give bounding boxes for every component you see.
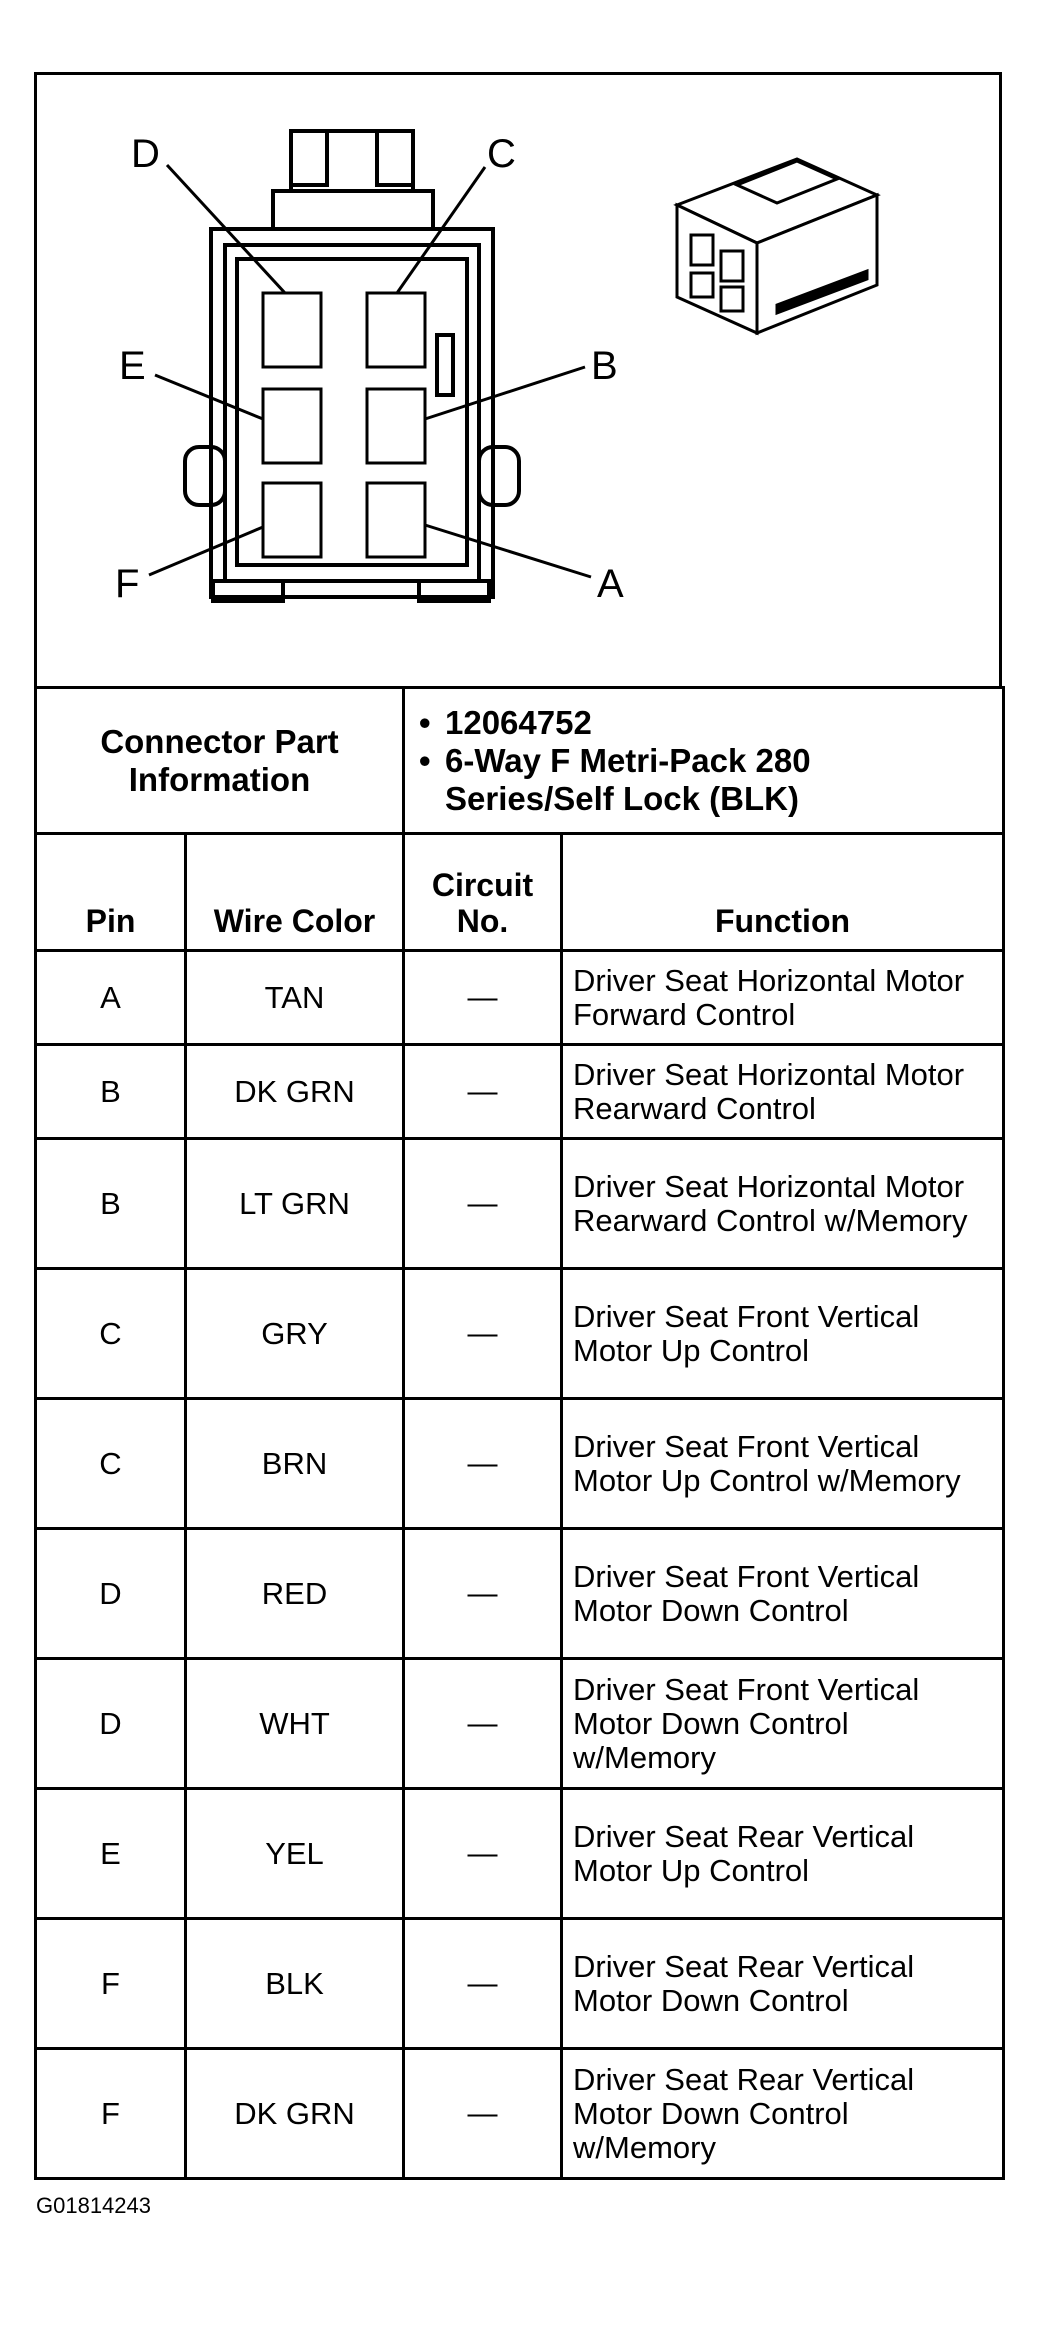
- cavity-e: [263, 389, 321, 463]
- function-cell: Driver Seat Front Vertical Motor Down Control: [562, 1529, 1004, 1659]
- pin-cell: F: [36, 1919, 186, 2049]
- pin-label-c: C: [487, 132, 516, 176]
- pin-cell: F: [36, 2049, 186, 2179]
- cavity-d: [263, 293, 321, 367]
- table-row: [36, 1919, 1004, 2049]
- cavity-f: [263, 483, 321, 557]
- connector-info-label: Connector Part Information: [36, 688, 404, 834]
- pin-cell: E: [36, 1789, 186, 1919]
- header-function: Function: [562, 835, 1004, 951]
- table-row: [36, 1659, 1004, 1789]
- pinout-header-row: [36, 835, 1004, 951]
- wire-color-cell: DK GRN: [186, 1045, 404, 1139]
- connector-diagram: [34, 72, 1002, 686]
- circuit-cell: —: [404, 1269, 562, 1399]
- function-cell: Driver Seat Rear Vertical Motor Up Control: [562, 1789, 1004, 1919]
- cavity-b: [367, 389, 425, 463]
- circuit-cell: —: [404, 1789, 562, 1919]
- circuit-cell: —: [404, 951, 562, 1045]
- connector-info-details: [404, 688, 1004, 834]
- function-cell: Driver Seat Horizontal Motor Rearward Control: [562, 1045, 1004, 1139]
- table-row: [36, 1789, 1004, 1919]
- function-cell: Driver Seat Front Vertical Motor Down Control w/Memory: [562, 1659, 1004, 1789]
- wire-color-cell: TAN: [186, 951, 404, 1045]
- pin-cell: C: [36, 1269, 186, 1399]
- wire-color-cell: BLK: [186, 1919, 404, 2049]
- table-row: [36, 1399, 1004, 1529]
- wire-color-cell: BRN: [186, 1399, 404, 1529]
- pinout-table: [34, 835, 1005, 2180]
- pin-cell: B: [36, 1045, 186, 1139]
- function-cell: Driver Seat Horizontal Motor Rearward Control w/Memory: [562, 1139, 1004, 1269]
- header-circuit: Circuit No.: [404, 835, 562, 951]
- circuit-cell: —: [404, 1139, 562, 1269]
- header-wire-color: Wire Color: [186, 835, 404, 951]
- connector-sheet: [34, 72, 1002, 2180]
- table-row: [36, 2049, 1004, 2179]
- table-row: [36, 1529, 1004, 1659]
- pin-cell: D: [36, 1659, 186, 1789]
- function-cell: Driver Seat Front Vertical Motor Up Control: [562, 1269, 1004, 1399]
- pin-cell: C: [36, 1399, 186, 1529]
- function-cell: Driver Seat Rear Vertical Motor Down Control: [562, 1919, 1004, 2049]
- wire-color-cell: LT GRN: [186, 1139, 404, 1269]
- function-cell: Driver Seat Front Vertical Motor Up Control w/Memory: [562, 1399, 1004, 1529]
- pin-cell: D: [36, 1529, 186, 1659]
- function-cell: Driver Seat Horizontal Motor Forward Control: [562, 951, 1004, 1045]
- figure-id: G01814243: [36, 2193, 151, 2218]
- cavity-c: [367, 293, 425, 367]
- wire-color-cell: YEL: [186, 1789, 404, 1919]
- table-row: [36, 1139, 1004, 1269]
- pin-label-f: F: [115, 562, 140, 606]
- wire-color-cell: GRY: [186, 1269, 404, 1399]
- circuit-cell: —: [404, 1529, 562, 1659]
- wire-color-cell: DK GRN: [186, 2049, 404, 2179]
- wire-color-cell: WHT: [186, 1659, 404, 1789]
- table-row: [36, 951, 1004, 1045]
- table-row: [36, 1045, 1004, 1139]
- pin-label-e: E: [119, 344, 146, 388]
- connector-face-illustration: [37, 75, 1005, 689]
- function-cell: Driver Seat Rear Vertical Motor Down Control w/Memory: [562, 2049, 1004, 2179]
- wire-color-cell: RED: [186, 1529, 404, 1659]
- circuit-cell: —: [404, 1919, 562, 2049]
- pin-cell: A: [36, 951, 186, 1045]
- pin-label-b: B: [591, 344, 618, 388]
- circuit-cell: —: [404, 2049, 562, 2179]
- circuit-cell: —: [404, 1659, 562, 1789]
- table-row: [36, 1269, 1004, 1399]
- circuit-cell: —: [404, 1399, 562, 1529]
- circuit-cell: —: [404, 1045, 562, 1139]
- header-pin: Pin: [36, 835, 186, 951]
- connector-info-table: [34, 686, 1005, 835]
- pin-cell: B: [36, 1139, 186, 1269]
- connector-part-number: • 12064752: [419, 704, 988, 742]
- connector-description: • 6-Way F Metri-Pack 280 Series/Self Lock (BLK): [419, 742, 988, 818]
- connector-isometric-illustration: [677, 159, 877, 333]
- pin-label-a: A: [597, 562, 624, 606]
- pin-label-d: D: [131, 132, 160, 176]
- cavity-a: [367, 483, 425, 557]
